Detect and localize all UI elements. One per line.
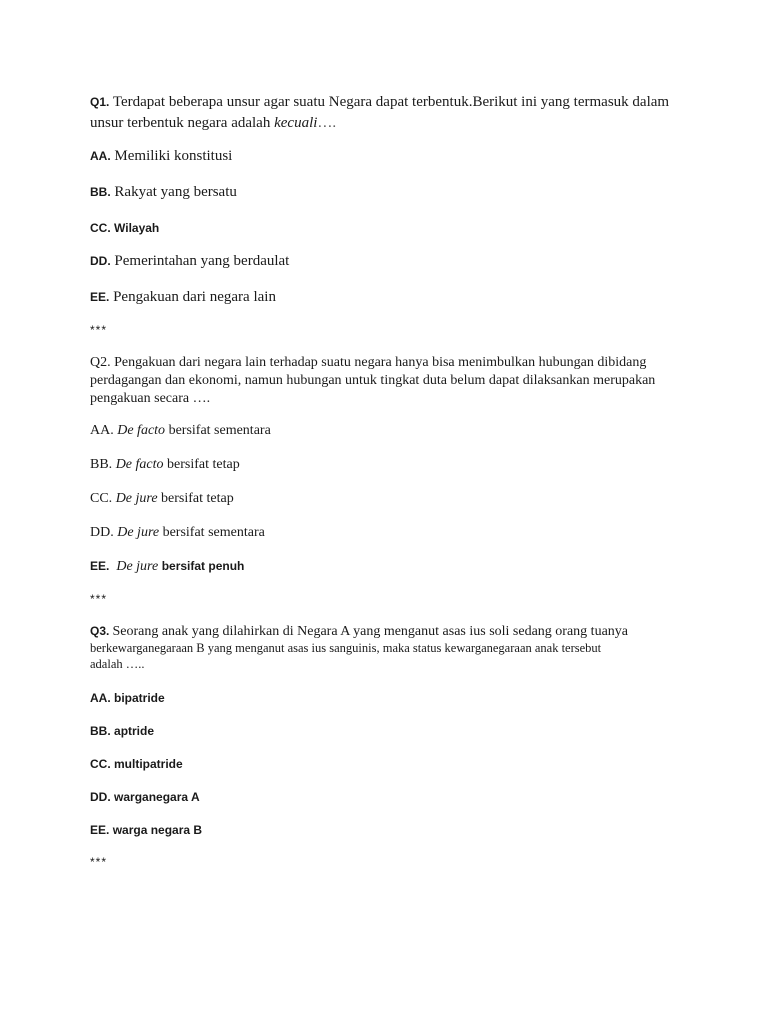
option-text: aptride (114, 724, 155, 738)
question-2-number: Q2. (90, 355, 111, 370)
separator: *** (90, 323, 108, 337)
question-2-option-b (90, 457, 690, 473)
option-letter: CC. (90, 491, 113, 506)
option-text: Memiliki konstitusi (114, 148, 233, 164)
question-3-option-b (90, 724, 690, 738)
option-text: Pengakuan dari negara lain (113, 289, 276, 305)
question-2-option-a (90, 423, 690, 439)
option-letter: EE. (90, 823, 110, 837)
question-3-text-line-3: adalah ….. (90, 657, 145, 671)
option-letter: DD. (90, 525, 114, 540)
question-1-option-c (90, 221, 690, 235)
question-1-option-e (90, 289, 690, 306)
question-3-option-d (90, 790, 690, 804)
option-letter: EE. (90, 290, 110, 304)
option-text: Wilayah (114, 221, 160, 235)
question-1-text-line-2: unsur terbentuk negara adalah (90, 115, 275, 131)
option-letter: AA. (90, 691, 111, 705)
question-3-number: Q3. (90, 624, 110, 638)
question-1-line-1 (90, 94, 690, 111)
question-1-option-a (90, 148, 690, 165)
question-3-line-1 (90, 624, 690, 640)
option-text: Rakyat yang bersatu (114, 184, 237, 200)
question-1-ellipsis: …. (317, 115, 337, 131)
option-emphasis: De facto (117, 423, 166, 438)
option-letter: EE. (90, 559, 110, 573)
option-letter: DD. (90, 254, 111, 268)
option-text: warganegara A (114, 790, 200, 804)
question-1-line-2 (90, 115, 690, 132)
option-emphasis: De facto (115, 457, 164, 472)
separator: *** (90, 592, 108, 606)
option-emphasis: De jure (116, 559, 159, 574)
question-1-text-line-1: Terdapat beberapa unsur agar suatu Negara dapat terbentuk.Berikut ini yang termasuk dalam (112, 94, 670, 110)
option-text: bersifat sementara (162, 525, 265, 540)
option-text: bersifat tetap (161, 491, 234, 506)
option-letter: BB. (90, 457, 113, 472)
question-1-option-b (90, 184, 690, 201)
separator: *** (90, 855, 108, 869)
option-emphasis: De jure (115, 491, 158, 506)
question-3-option-a (90, 691, 690, 705)
question-3-option-c (90, 757, 690, 771)
option-text: bersifat tetap (167, 457, 240, 472)
option-letter: DD. (90, 790, 111, 804)
question-2-option-d (90, 525, 690, 541)
question-2-text-line-2: perdagangan dan ekonomi, namun hubungan untuk tingkat duta belum dapat dilaksankan merupakan (90, 373, 656, 388)
option-text: bipatride (114, 691, 165, 705)
option-text: warga negara B (112, 823, 203, 837)
question-3-text-line-1: Seorang anak yang dilahirkan di Negara A yang menganut asas ius soli sedang orang tuanya (112, 624, 628, 639)
option-letter: AA. (90, 149, 111, 163)
option-letter: BB. (90, 724, 111, 738)
option-text: bersifat penuh (161, 559, 245, 573)
option-emphasis: De jure (117, 525, 160, 540)
option-text: bersifat sementara (168, 423, 271, 438)
question-2-line-1 (90, 355, 690, 371)
question-3-text-line-2: berkewarganegaraan B yang menganut asas ius sanguinis, maka status kewarganegaraan anak tersebut (90, 641, 602, 655)
question-1-number: Q1. (90, 95, 110, 109)
question-1-option-d (90, 253, 690, 270)
question-2-option-e (90, 559, 690, 575)
option-letter: BB. (90, 185, 111, 199)
question-2-option-c (90, 491, 690, 507)
option-text: Pemerintahan yang berdaulat (114, 253, 290, 269)
option-text: multipatride (114, 757, 183, 771)
option-letter: CC. (90, 757, 111, 771)
option-letter: CC. (90, 221, 111, 235)
option-letter: AA. (90, 423, 114, 438)
question-1-emphasis: kecuali (274, 115, 318, 131)
question-2-text-line-1: Pengakuan dari negara lain terhadap suatu negara hanya bisa menimbulkan hubungan dibidang (114, 355, 647, 370)
question-2-text-line-3: pengakuan secara …. (90, 391, 211, 406)
question-3-option-e (90, 823, 690, 837)
